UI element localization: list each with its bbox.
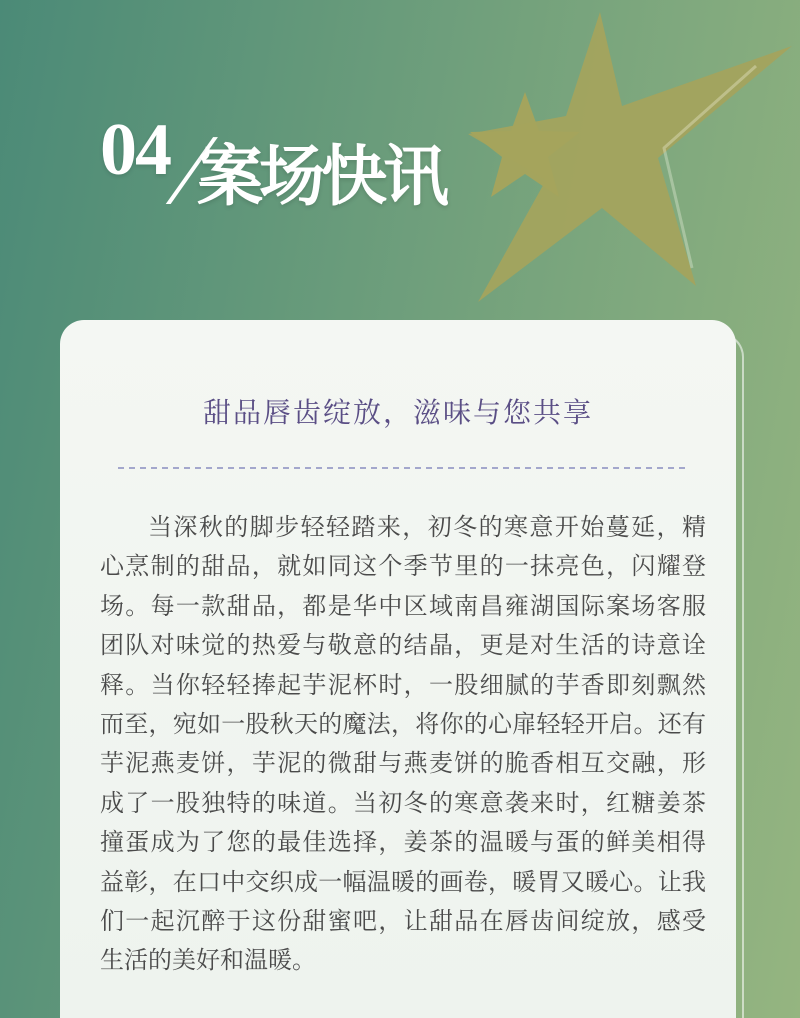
article-title: 甜品唇齿绽放，滋味与您共享 [202,396,593,429]
section-number: 04 [100,109,170,191]
body-line: 心烹制的甜品，就如同这个季节里的一抹亮色，闪耀登 [100,552,706,581]
body-line: 益彰，在口中交织成一幅温暖的画卷，暖胃又暖心。让我 [100,867,706,896]
body-line: 成了一股独特的味道。当初冬的寒意袭来时，红糖姜茶 [100,788,706,817]
body-line: 生活的美好和温暖。 [100,946,316,975]
article-body [100,508,706,981]
body-line: 释。当你轻轻捧起芋泥杯时，一股细腻的芋香即刻飘然 [100,670,706,699]
dashed-divider [118,467,690,469]
body-line: 而至，宛如一股秋天的魔法，将你的心扉轻轻开启。还有 [100,709,706,738]
body-line: 撞蛋成为了您的最佳选择，姜茶的温暖与蛋的鲜美相得 [100,828,706,857]
body-line: 当深秋的脚步轻轻踏来，初冬的寒意开始蔓延，精 [148,513,706,541]
body-line: 团队对味觉的热爱与敬意的结晶，更是对生活的诗意诠 [100,631,706,660]
section-separator: / [158,114,227,225]
body-line: 场。每一款甜品，都是华中区域南昌雍湖国际案场客服 [100,591,706,620]
article-card [60,320,736,1018]
body-line: 们一起沉醉于这份甜蜜吧，让甜品在唇齿间绽放，感受 [100,906,706,935]
body-line: 芋泥燕麦饼，芋泥的微甜与燕麦饼的脆香相互交融，形 [100,749,706,778]
section-title: 案场快讯 [197,141,445,214]
section-heading [0,0,800,320]
